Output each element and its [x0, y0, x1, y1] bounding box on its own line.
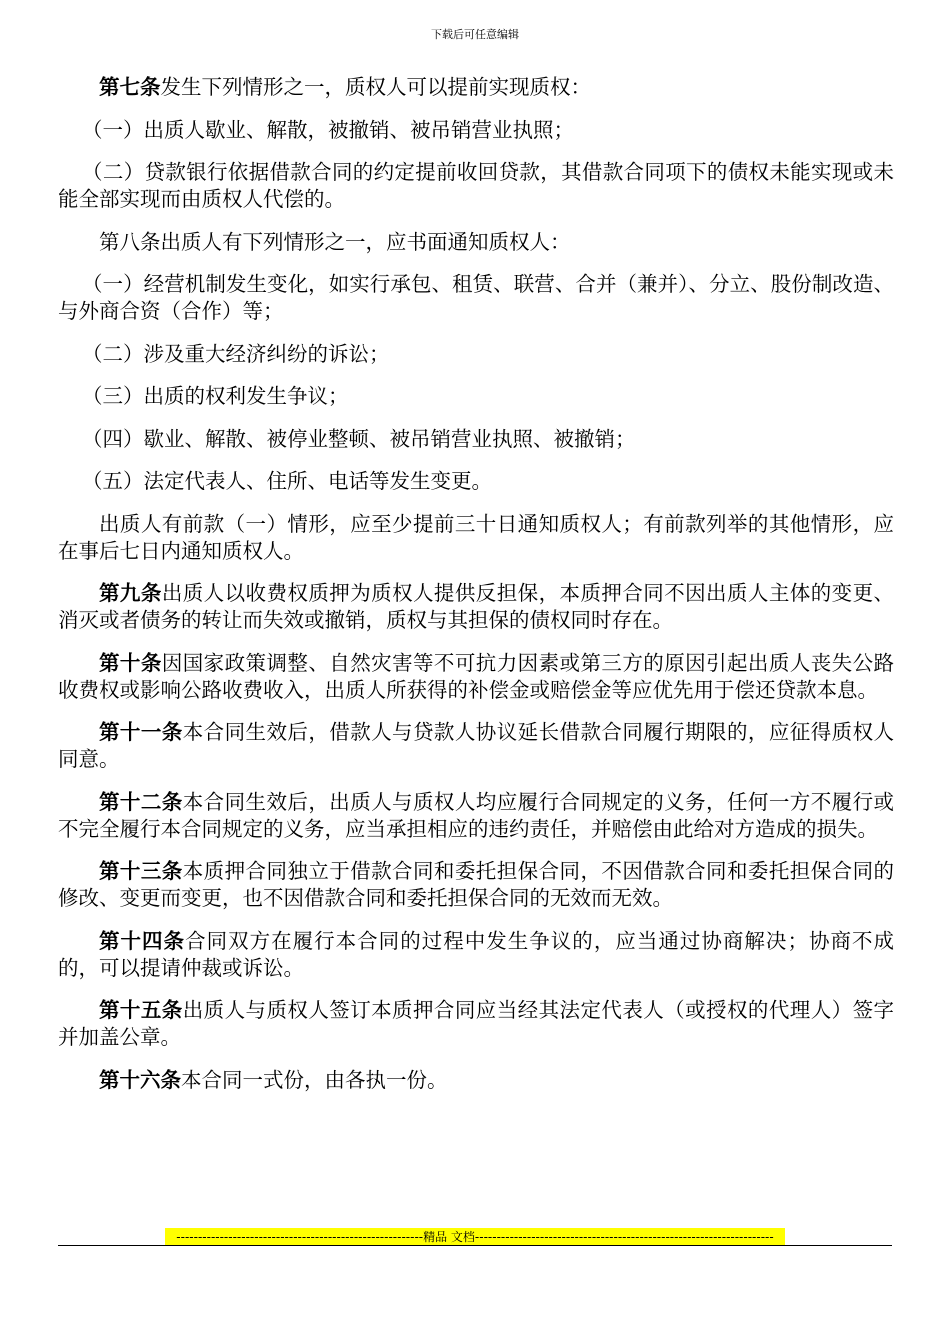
article-15	[58, 997, 894, 1051]
article-text: 本合同一式份，由各执一份。	[181, 1067, 448, 1092]
article-7-item-2	[58, 159, 894, 213]
item-text: （四）歇业、解散、被停业整顿、被吊销营业执照、被撤销；	[82, 426, 636, 451]
article-8-item-2	[58, 341, 894, 368]
article-7-item-1	[58, 117, 894, 144]
article-text: 发生下列情形之一，质权人可以提前实现质权：	[160, 75, 591, 99]
article-text: 因国家政策调整、自然灾害等不可抗力因素或第三方的原因引起出质人丧失公路收费权或影响公路收费收入，出质人所获得的补偿金或赔偿金等应优先用于偿还贷款本息。	[58, 650, 895, 702]
article-13	[58, 858, 894, 912]
item-text: （二）涉及重大经济纠纷的诉讼；	[82, 341, 390, 366]
article-text: 出质人有前款（一）情形，应至少提前三十日通知质权人；有前款列举的其他情形，应在事后七日内通知质权人。	[58, 511, 894, 563]
article-text: 本合同生效后，借款人与贷款人协议延长借款合同履行期限的，应征得质权人同意。	[58, 720, 895, 771]
footer-banner: ---------------------------------------------------------精品 文档---------------------------------------------------------------------	[165, 1228, 785, 1246]
item-text: （一）经营机制发生变化，如实行承包、租赁、联营、合并（兼并）、分立、股份制改造、与外商合资（合作）等；	[58, 272, 894, 323]
article-8-item-3	[58, 383, 894, 410]
article-text: 本质押合同独立于借款合同和委托担保合同，不因借款合同和委托担保合同的修改、变更而变更，也不因借款合同和委托担保合同的无效而无效。	[58, 859, 895, 910]
article-14	[58, 928, 894, 982]
article-lead: 第十五条	[99, 998, 183, 1022]
article-lead: 第十三条	[99, 859, 183, 883]
article-11	[58, 719, 894, 773]
footer-divider	[58, 1245, 892, 1246]
article-text: 第八条出质人有下列情形之一，应书面通知质权人：	[99, 229, 571, 254]
article-lead: 第十一条	[99, 720, 183, 744]
item-text: （五）法定代表人、住所、电话等发生变更。	[82, 469, 492, 493]
article-8-note	[58, 511, 894, 565]
item-text: （一）出质人歇业、解散，被撤销、被吊销营业执照；	[82, 117, 574, 142]
article-text: 合同双方在履行本合同的过程中发生争议的，应当通过协商解决；协商不成的，可以提请仲裁或诉讼。	[58, 928, 895, 980]
article-8-item-1	[58, 271, 894, 325]
article-9	[58, 580, 894, 634]
article-lead: 第十六条	[99, 1067, 181, 1092]
article-8-item-4	[58, 426, 894, 453]
article-10	[58, 650, 894, 704]
item-text: （二）贷款银行依据借款合同的约定提前收回贷款，其借款合同项下的债权未能实现或未能全部实现而由质权人代偿的。	[58, 160, 894, 211]
article-8	[58, 229, 894, 256]
article-8-item-5	[58, 468, 894, 495]
article-text: 出质人以收费权质押为质权人提供反担保，本质押合同不因出质人主体的变更、消灭或者债务的转让而失效或撤销，质权与其担保的债权同时存在。	[58, 581, 895, 632]
article-lead: 第十条	[99, 650, 162, 675]
article-text: 出质人与质权人签订本质押合同应当经其法定代表人（或授权的代理人）签字并加盖公章。	[58, 998, 895, 1049]
header-note: 下载后可任意编辑	[431, 28, 519, 41]
article-16	[58, 1067, 894, 1094]
article-lead: 第九条	[99, 581, 162, 605]
article-lead: 第十二条	[99, 789, 183, 814]
article-text: 本合同生效后，出质人与质权人均应履行合同规定的义务，任何一方不履行或不完全履行本合同规定的义务，应当承担相应的违约责任，并赔偿由此给对方造成的损失。	[58, 789, 895, 841]
item-text: （三）出质的权利发生争议；	[82, 384, 349, 408]
document-body	[58, 74, 894, 1109]
article-lead: 第十四条	[99, 928, 186, 953]
article-12	[58, 789, 894, 843]
article-7	[58, 74, 894, 101]
article-lead: 第七条	[99, 75, 161, 99]
